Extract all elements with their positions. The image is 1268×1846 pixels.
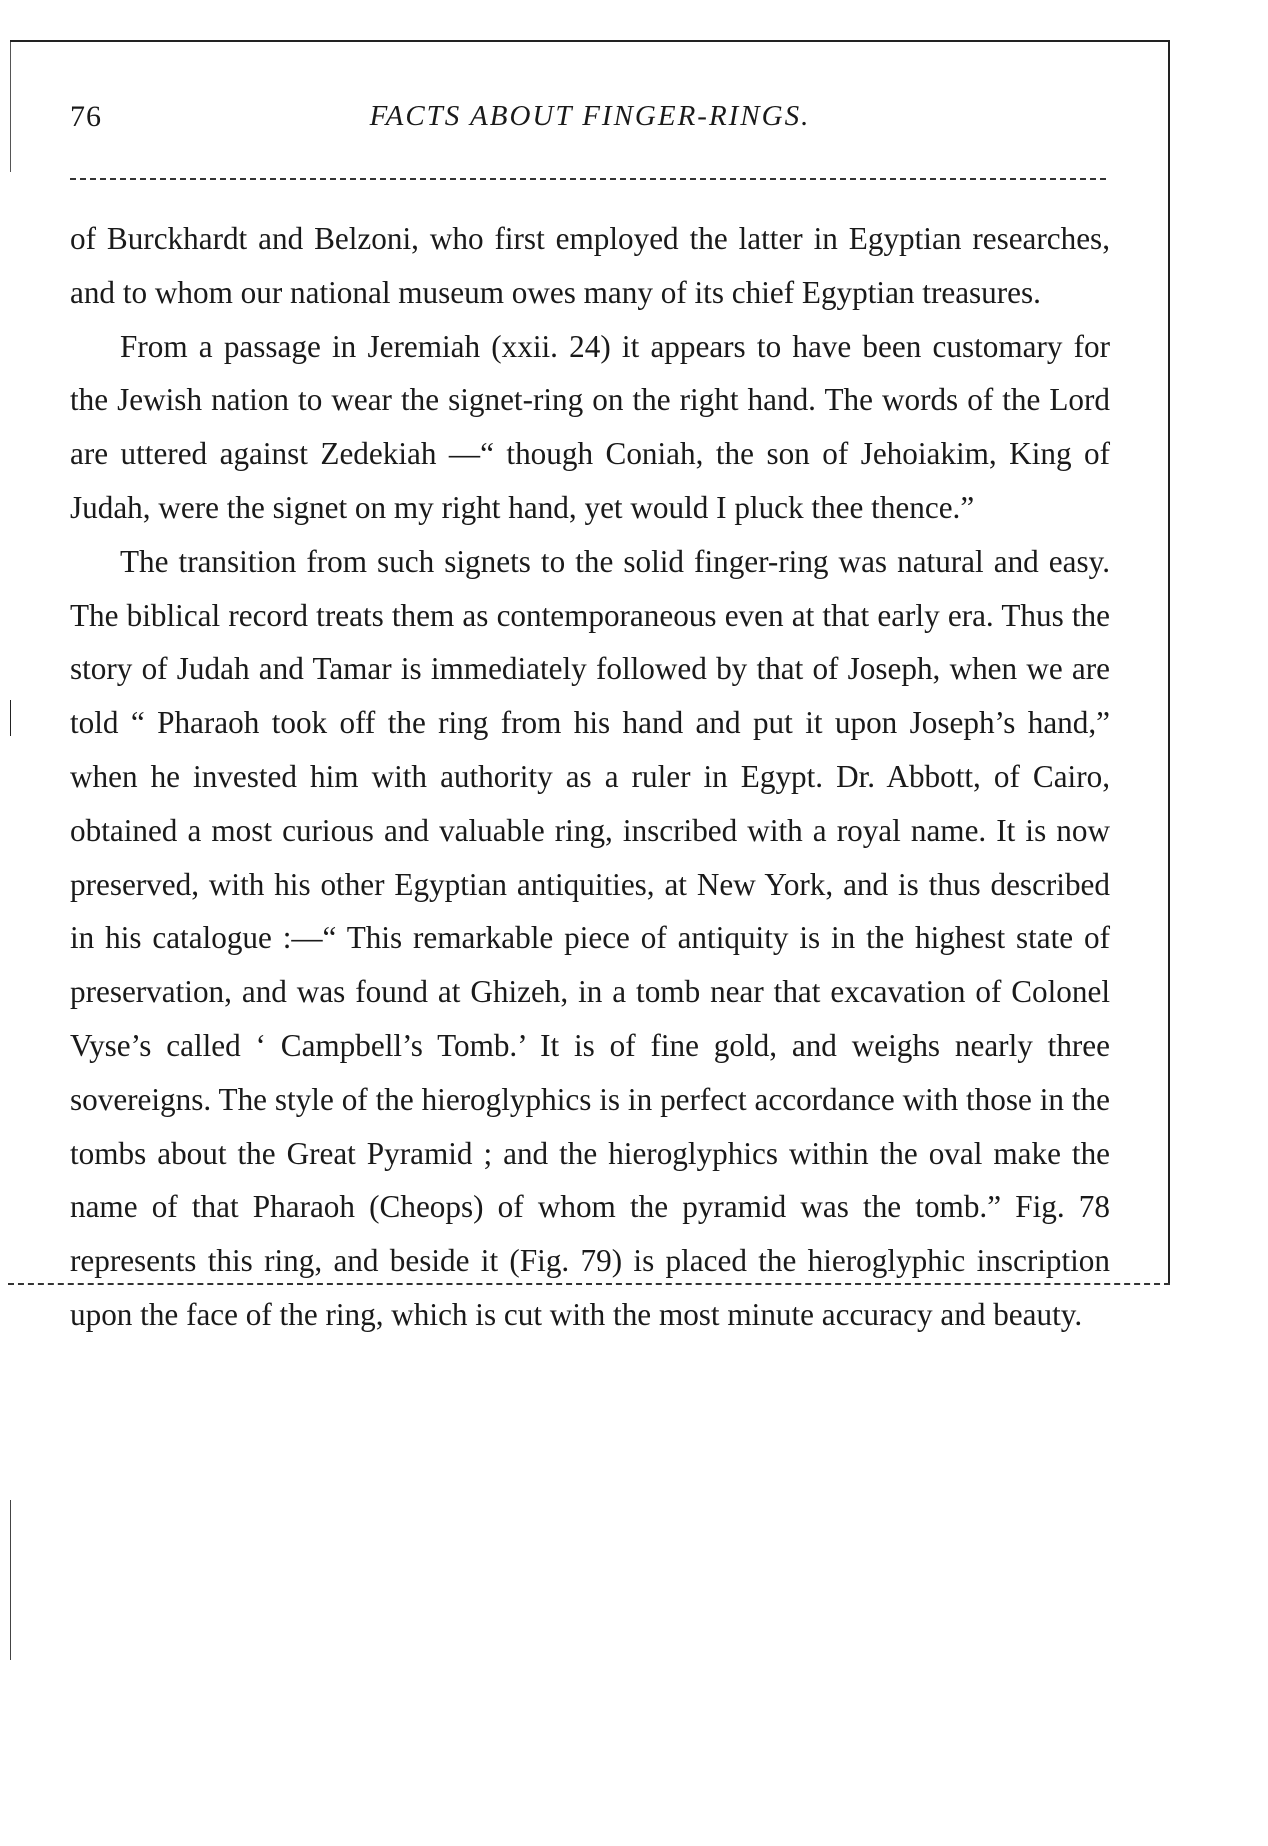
frame-left-rule xyxy=(10,1500,11,1660)
paragraph: The transition from such signets to the solid finger-ring was natural and easy. The biblical record treats them as contemporaneous even at that early era. Thus the story of Judah and Tamar is immediately followed by that of Joseph, when we are told “ Pharaoh took off the ring from his hand and put it upon Joseph’s hand,” when he invested him with authority as a ruler in Egypt. Dr. Abbott, of Cairo, obtained a most curious and valuable ring, inscribed with a royal name. It is now preserved, with his other Egyptian antiquities, at New York, and is thus described in his catalogue :—“ This remarkable piece of antiquity is in the highest state of preservation, and was found at Ghizeh, in a tomb near that excavation of Colonel Vyse’s called ‘ Campbell’s Tomb.’ It is of fine gold, and weighs nearly three sovereigns. The style of the hieroglyphics is in perfect accordance with those in the tombs about the Great Pyramid ; and the hieroglyphics within the oval make the name of that Pharaoh (Cheops) of whom the pyramid was the tomb.” Fig. 78 represents this ring, and beside it (Fig. 79) is placed the hieroglyphic inscription upon the face of the ring, which is cut with the most minute accuracy and beauty. xyxy=(70,543,1110,1332)
running-head xyxy=(70,100,1110,140)
header-divider xyxy=(70,178,1106,180)
frame-left-rule xyxy=(10,700,11,736)
frame-left-rule xyxy=(10,42,11,172)
frame-right-rule xyxy=(1168,40,1170,1284)
running-title: FACTS ABOUT FINGER-RINGS. xyxy=(369,100,811,132)
body-text xyxy=(70,212,1110,1342)
frame-top-rule xyxy=(10,40,1170,42)
paragraph: of Burckhardt and Belzoni, who first employed the latter in Egyptian researches, and to whom our national museum owes many of its chief Egyptian treasures. xyxy=(70,221,1110,310)
page-number: 76 xyxy=(70,100,102,133)
paragraph: From a passage in Jeremiah (xxii. 24) it appears to have been customary for the Jewish nation to wear the signet-ring on the right hand. The words of the Lord are uttered against Zedekiah —“ though Coniah, the son of Jehoiakim, King of Judah, were the signet on my right hand, yet would I pluck thee thence.” xyxy=(70,328,1110,525)
